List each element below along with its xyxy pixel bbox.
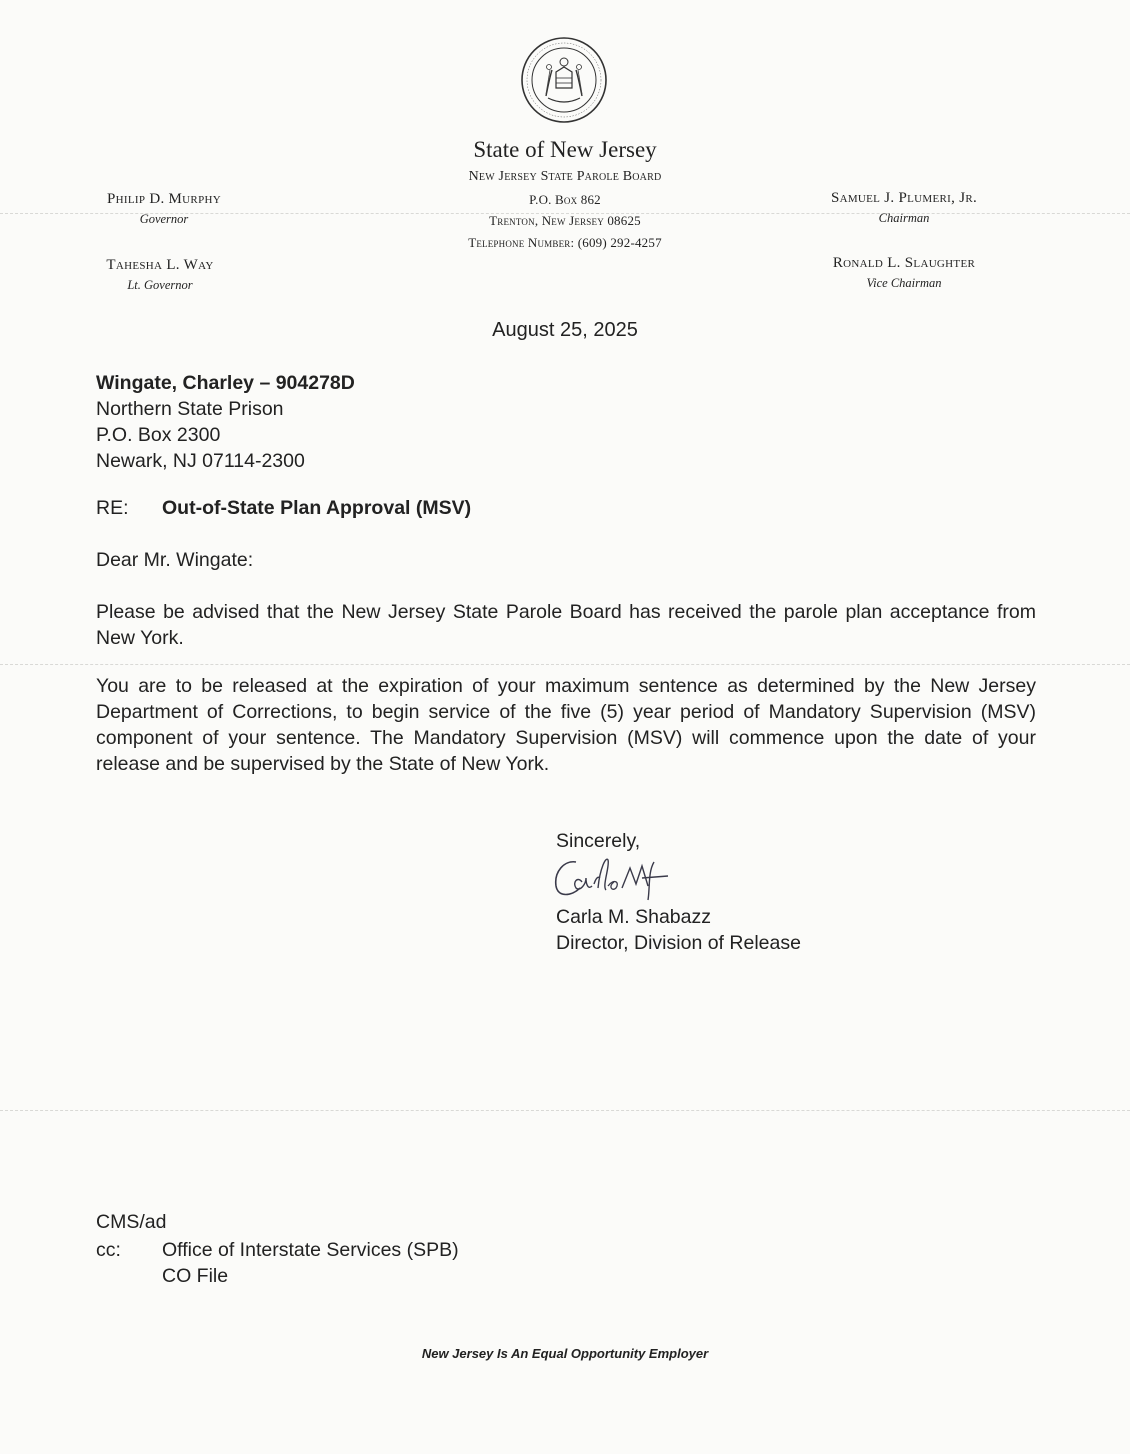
re-label: RE: [96, 497, 129, 519]
state-seal-icon [520, 36, 608, 124]
signer-title: Director, Division of Release [556, 932, 801, 954]
official-lt-governor [60, 257, 260, 293]
fold-line [0, 664, 1130, 665]
agency-po-box: P.O. Box 862 [529, 192, 601, 207]
salutation: Dear Mr. Wingate: [96, 549, 254, 571]
recipient-city: Newark, NJ 07114-2300 [96, 450, 305, 472]
letter-date: August 25, 2025 [492, 319, 638, 341]
re-subject: Out-of-State Plan Approval (MSV) [162, 497, 472, 519]
official-name: Philip D. Murphy [107, 191, 221, 207]
cc-item: Office of Interstate Services (SPB) [162, 1239, 459, 1261]
agency-name: New Jersey State Parole Board [468, 169, 662, 184]
state-name: State of New Jersey [473, 137, 657, 162]
agency-city-line: Trenton, New Jersey 08625 [489, 213, 641, 228]
cc-items [162, 1237, 459, 1289]
official-governor [64, 191, 264, 227]
official-title: Governor [139, 212, 189, 226]
official-title: Lt. Governor [127, 278, 193, 292]
signer-block [556, 904, 801, 956]
recipient-address [96, 370, 355, 474]
cc-item: CO File [162, 1265, 229, 1287]
official-name: Samuel J. Plumeri, Jr. [830, 190, 978, 206]
fold-line [0, 1110, 1130, 1111]
closing: Sincerely, [556, 830, 641, 852]
recipient-facility: Northern State Prison [96, 398, 284, 420]
official-title: Chairman [878, 211, 930, 225]
agency-telephone: Telephone Number: (609) 292-4257 [468, 235, 662, 250]
body-paragraph: You are to be released at the expiration of your maximum sentence as determined by the New Jersey Department of Corrections, to begin service of the five (5) year period of Mandatory Supervision (MSV) component of your sentence. The Mandatory Supervision (MSV) will commence upon the date of your release and be supervised by the State of New York. [96, 675, 1036, 775]
official-chairman [804, 190, 1004, 226]
official-title: Vice Chairman [866, 276, 942, 290]
footer-note: New Jersey Is An Equal Opportunity Employer [421, 1346, 709, 1361]
official-vice-chairman [804, 255, 1004, 291]
recipient-name: Wingate, Charley – 904278D [96, 372, 355, 394]
re-line [96, 497, 472, 520]
cc-label: cc: [96, 1239, 121, 1261]
recipient-po-box: P.O. Box 2300 [96, 424, 221, 446]
official-name: Tahesha L. Way [106, 257, 214, 273]
body-paragraph: Please be advised that the New Jersey State Parole Board has received the parole plan acceptance from New York. [96, 601, 1036, 649]
signer-name: Carla M. Shabazz [556, 906, 711, 928]
official-name: Ronald L. Slaughter [832, 255, 976, 271]
signature-icon [536, 848, 696, 908]
reference-initials: CMS/ad [96, 1211, 167, 1233]
